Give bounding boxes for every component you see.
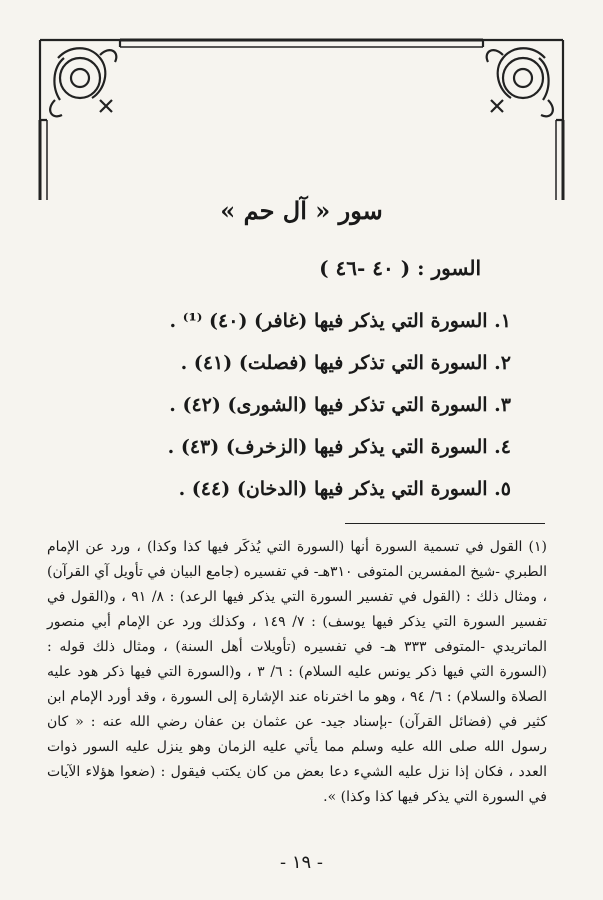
list-item: ٤. السورة التي يذكر فيها (الزخرف) (٤٣) . bbox=[167, 436, 511, 458]
list-item: ٢. السورة التي تذكر فيها (فصلت) (٤١) . bbox=[180, 352, 511, 374]
corner-ornament-left bbox=[40, 40, 120, 120]
corner-ornament-right bbox=[483, 40, 563, 120]
section-heading: السور : ( ٤٠ -٤٦ ) bbox=[319, 256, 481, 280]
ornamental-frame bbox=[0, 0, 603, 200]
surah-list bbox=[91, 300, 511, 510]
page-title: سور « آل حم » bbox=[220, 196, 383, 225]
list-item: ٣. السورة التي تذكر فيها (الشورى) (٤٢) . bbox=[169, 394, 511, 416]
footnote-divider bbox=[345, 523, 545, 524]
list-item: ١. السورة التي يذكر فيها (غافر) (٤٠) ⁽¹⁾ . bbox=[169, 310, 511, 332]
list-item: ٥. السورة التي يذكر فيها (الدخان) (٤٤) . bbox=[178, 478, 511, 500]
page-number: - ١٩ - bbox=[280, 852, 323, 873]
footnote-text: (١) القول في تسمية السورة أنها (السورة التي يُذكَر فيها كذا وكذا) ، ورد عن الإمام الطبري -شيخ المفسرين المتوفى ٣١٠هـ- في تفسيره (جامع البيان في تأويل آي القرآن) ، ومثال ذلك : (القول في تفسير السورة التي يذكر فيها الرعد) : ٨/ ٩١ ، و(القول في تفسير السورة التي يذكر فيها يوسف) : ٧/ ١٤٩ ، وكذلك ورد عن الإمام أبي منصور الماتريدي -المتوفى ٣٣٣ هـ- في تفسيره (تأويلات أهل السنة) ، ومثال ذلك قوله : (السورة التي فيها ذكر يونس عليه السلام) : ٦/ ٣ ، و(السورة التي فيها ذكر هود عليه الصلاة والسلام) : ٦/ ٩٤ ، وهو ما اخترناه عند الإشارة إلى السورة ، وقد أورد الإمام ابن كثير في (فضائل القرآن) -بإسناد جيد- عن عثمان بن عفان رضي الله عنه : « كان رسول الله صلى الله عليه وسلم مما يأتي عليه الزمان وهو ينزل عليه السور ذوات العدد ، فكان إذا نزل عليه الشيء دعا بعض من كان يكتب فيقول : (ضعوا هؤلاء الآيات في السورة التي يذكر فيها كذا وكذا) ». bbox=[47, 539, 548, 805]
